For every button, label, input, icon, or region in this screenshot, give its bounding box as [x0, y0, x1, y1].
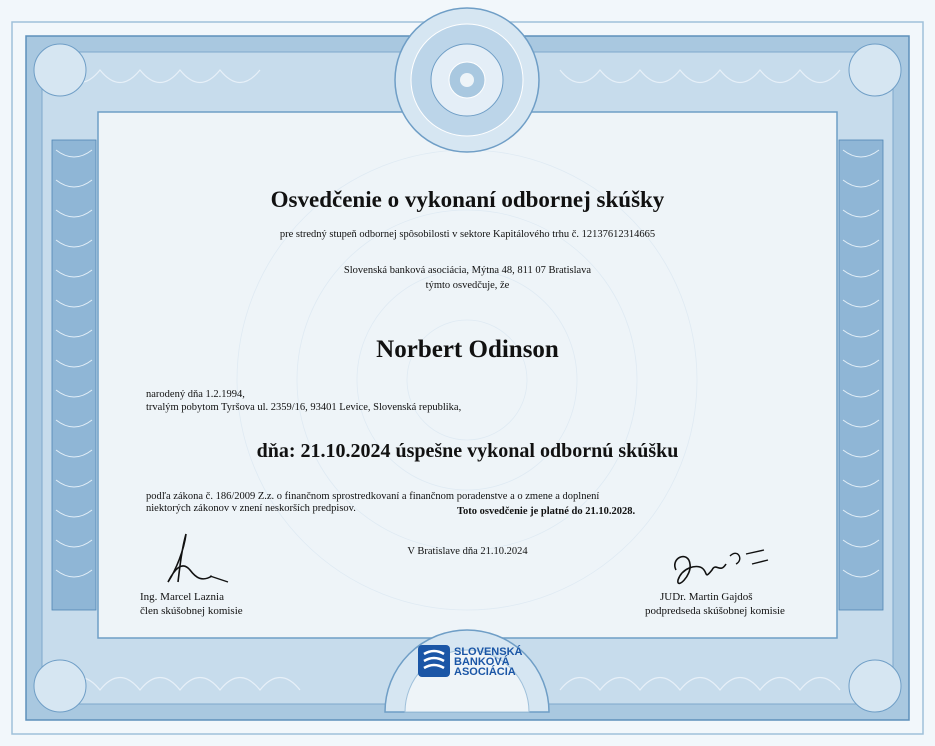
birth-date: narodený dňa 1.2.1994,: [146, 389, 245, 400]
sba-logo-text: [454, 647, 522, 677]
sba-logo-icon: [418, 645, 450, 677]
signatory-2-role: podpredseda skúšobnej komisie: [645, 605, 785, 617]
exam-result: dňa: 21.10.2024 úspešne vykonal odbornú skúšku: [256, 440, 679, 462]
signature-laznia: [150, 530, 240, 590]
certificate-subtitle: pre stredný stupeň odbornej spôsobilosti v sektore Kapitálového trhu č. 12137612314665: [279, 229, 656, 240]
issuer-address: Slovenská banková asociácia, Mýtna 48, 811 07 Bratislava: [343, 265, 592, 276]
signatory-2-name: JUDr. Martin Gajdoš: [660, 591, 753, 603]
signature-gajdos: [668, 540, 778, 594]
place-and-date: V Bratislave dňa 21.10.2024: [407, 546, 528, 557]
issuer-statement: týmto osvedčuje, že: [425, 280, 510, 291]
address: trvalým pobytom Tyršova ul. 2359/16, 93401 Levice, Slovenská republika,: [146, 402, 462, 413]
legal-basis-line-1: podľa zákona č. 186/2009 Z.z. o finančnom sprostredkovaní a finančnom poradenstve a o zmene a doplnení: [146, 491, 600, 502]
legal-basis-line-2: niektorých zákonov v znení neskorších predpisov.: [146, 503, 356, 514]
signatory-1-name: Ing. Marcel Laznia: [140, 591, 224, 603]
holder-name: Norbert Odinson: [376, 336, 559, 363]
certificate-title: Osvedčenie o vykonaní odbornej skúšky: [270, 187, 665, 212]
signatory-1-role: člen skúšobnej komisie: [140, 605, 243, 617]
logo-line-2: BANKOVÁ: [454, 656, 510, 668]
validity-statement: Toto osvedčenie je platné do 21.10.2028.: [457, 506, 636, 517]
logo-line-3: ASOCIÁCIA: [454, 666, 516, 678]
logo-line-1: SLOVENSKÁ: [454, 646, 523, 658]
